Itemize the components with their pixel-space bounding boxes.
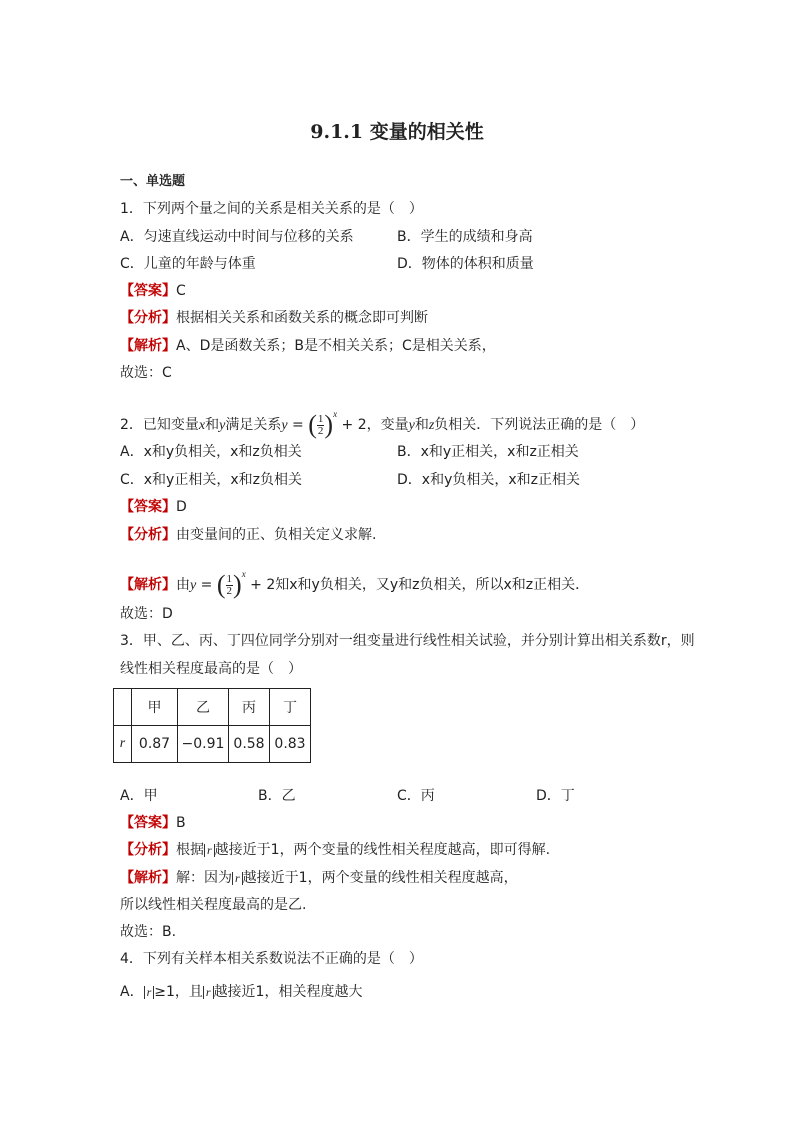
answer-label: 【答案】 — [120, 815, 176, 831]
q2-var-y: y — [219, 418, 226, 433]
q3-option-c: C．丙 — [397, 788, 435, 804]
q1-analysis-text: 根据相关关系和函数关系的概念即可判断 — [176, 310, 428, 326]
q1-option-c: C．儿童的年龄与体重 — [120, 256, 256, 272]
q2-eq-sign: = — [287, 417, 309, 433]
q3-solution-text: 越接近于1，两个变量的线性相关程度越高， — [242, 870, 518, 886]
q4-option-a-text: A． — [120, 984, 144, 1000]
analysis-label: 【分析】 — [120, 527, 176, 543]
q1-solution — [120, 337, 496, 355]
q2-option-c: C．x和y正相关，x和z负相关 — [120, 472, 302, 488]
q2-analysis — [120, 526, 376, 544]
fraction-denominator: 2 — [317, 424, 324, 437]
fraction-numerator: 1 — [226, 572, 233, 585]
q3-answer-value: B — [176, 815, 186, 831]
table-header-row — [114, 689, 311, 726]
q4-option-a-text: ≥1，且 — [154, 984, 203, 1000]
table-cell: 0.83 — [270, 726, 311, 763]
q2-stem-part: 2．已知变量 — [120, 417, 199, 433]
q1-analysis — [120, 309, 428, 327]
correlation-table — [113, 688, 311, 763]
q2-stem-part: 和 — [414, 417, 429, 433]
q3-solution — [120, 869, 518, 887]
analysis-label: 【分析】 — [120, 310, 176, 326]
analysis-label: 【分析】 — [120, 842, 176, 858]
solution-label: 【解析】 — [120, 338, 176, 354]
table-cell: 0.58 — [229, 726, 270, 763]
q2-var-z: z — [428, 418, 435, 433]
q1-option-a: A．匀速直线运动中时间与位移的关系 — [120, 229, 354, 245]
table-row-label: r — [114, 726, 132, 763]
q2-plus-two: + 2 — [245, 577, 276, 593]
section-heading: 一、单选题 — [120, 174, 186, 189]
q2-stem-part: 满足关系 — [225, 417, 282, 433]
left-paren: ( — [216, 570, 226, 599]
q1-option-d: D．物体的体积和质量 — [397, 256, 534, 272]
fraction-numerator: 1 — [317, 412, 324, 425]
q1-solution-text: A、D是函数关系；B是不相关关系；C是相关关系， — [176, 338, 496, 354]
q2-solution-text: 由 — [176, 577, 190, 593]
q2-stem — [120, 400, 644, 440]
q3-solution-line2: 所以线性相关程度最高的是乙. — [120, 897, 307, 913]
q3-answer — [120, 814, 186, 832]
q2-eq-y: y — [190, 578, 197, 593]
q1-conclusion: 故选：C — [120, 365, 172, 381]
q2-fraction — [226, 574, 234, 597]
q2-option-b: B．x和y正相关，x和z正相关 — [397, 444, 579, 460]
q2-eq-y: y — [281, 418, 288, 433]
q2-option-a: A．x和y负相关，x和z负相关 — [120, 444, 302, 460]
fraction-denominator: 2 — [226, 584, 233, 597]
q4-option-a — [120, 983, 362, 1001]
q3-option-d: D．丁 — [536, 788, 575, 804]
abs-r: r — [144, 986, 155, 999]
q1-stem: 1．下列两个量之间的关系是相关关系的是（ ） — [120, 201, 423, 217]
q2-plus-two: + 2 — [337, 417, 367, 433]
answer-label: 【答案】 — [120, 283, 176, 299]
q2-eq-sign: = — [196, 577, 217, 593]
q3-option-b: B．乙 — [258, 788, 296, 804]
abs-r: r — [204, 844, 215, 857]
q3-analysis — [120, 841, 550, 859]
left-paren: ( — [308, 410, 317, 439]
q2-answer-value: D — [176, 499, 187, 515]
abs-r: r — [232, 872, 243, 885]
q3-analysis-text: 根据 — [176, 842, 204, 858]
q3-stem-line2: 线性相关程度最高的是（ ） — [120, 661, 302, 677]
right-paren: ) — [324, 410, 334, 439]
q4-option-a-text: 越接近1，相关程度越大 — [213, 984, 363, 1000]
table-cell: 0.87 — [132, 726, 178, 763]
q2-solution-text: 知x和y负相关，又y和z负相关，所以x和z正相关． — [275, 577, 590, 593]
q2-stem-part: ，变量 — [366, 417, 409, 433]
q2-var-x: x — [198, 418, 206, 433]
page-title: 9.1.1 变量的相关性 — [310, 121, 484, 143]
exponent: x — [241, 569, 246, 579]
answer-label: 【答案】 — [120, 499, 176, 515]
q2-stem-part: 负相关．下列说法正确的是（ ） — [434, 417, 645, 433]
q2-answer — [120, 498, 187, 516]
exponent: x — [333, 409, 338, 419]
q3-conclusion: 故选：B. — [120, 924, 177, 940]
q4-stem: 4．下列有关样本相关系数说法不正确的是（ ） — [120, 951, 423, 967]
right-paren: ) — [233, 570, 242, 599]
table-row — [114, 726, 311, 763]
q3-stem-line1: 3．甲、乙、丙、丁四位同学分别对一组变量进行线性相关试验，并分别计算出相关系数r，则 — [120, 633, 695, 649]
q1-option-b: B．学生的成绩和身高 — [397, 229, 533, 245]
q3-analysis-text: 越接近于1，两个变量的线性相关程度越高，即可得解. — [214, 842, 551, 858]
table-header-cell: 丁 — [270, 689, 311, 726]
table-header-cell: 丙 — [229, 689, 270, 726]
table-header-cell: 乙 — [178, 689, 229, 726]
q2-conclusion: 故选：D — [120, 606, 173, 622]
q3-solution-text: 解：因为 — [176, 870, 232, 886]
q1-answer — [120, 282, 186, 300]
solution-label: 【解析】 — [120, 870, 176, 886]
abs-r: r — [203, 986, 214, 999]
table-cell: −0.91 — [178, 726, 229, 763]
table-header-cell: 甲 — [132, 689, 178, 726]
q3-option-a: A．甲 — [120, 788, 158, 804]
q2-analysis-text: 由变量间的正、负相关定义求解. — [176, 527, 377, 543]
q2-option-d: D．x和y负相关，x和z正相关 — [397, 472, 580, 488]
q1-answer-value: C — [176, 283, 186, 299]
table-corner-cell — [114, 689, 132, 726]
q2-solution — [120, 560, 589, 600]
q2-var-y: y — [408, 418, 415, 433]
solution-label: 【解析】 — [120, 577, 176, 593]
q2-stem-part: 和 — [205, 417, 220, 433]
